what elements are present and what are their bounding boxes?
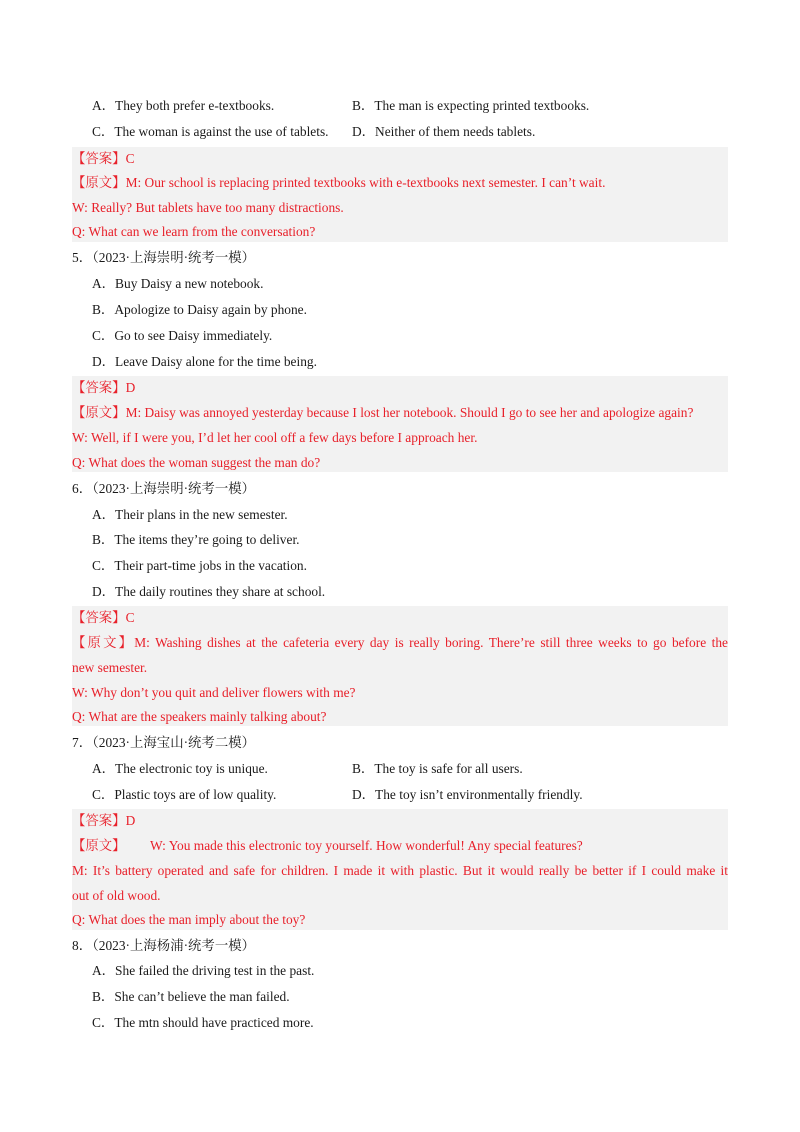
answer-value: D: [125, 380, 136, 395]
script-line: M: It’s battery operated and safe for children. I made it with plastic. But it would really be better if I could make it: [72, 863, 728, 878]
option-b: B．The man is expecting printed textbooks.: [352, 98, 590, 113]
answer-value: C: [125, 151, 135, 166]
script-line: W: Really? But tablets have too many distractions.: [72, 200, 344, 215]
answer-line: [72, 147, 135, 171]
script-tag: 【原文】: [72, 175, 126, 190]
answer-box: [72, 809, 728, 930]
script-line: Q: What are the speakers mainly talking about?: [72, 709, 327, 724]
option-a: A．Their plans in the new semester.: [92, 507, 288, 522]
script-tag: 【原文】: [72, 635, 135, 650]
script-line: W: You made this electronic toy yourself. How wonderful! Any special features?: [150, 838, 583, 853]
question-header: 6．（2023·上海崇明·统考一模）: [72, 481, 255, 496]
answer-box: [72, 606, 728, 726]
answer-line: [72, 376, 135, 400]
answer-box: [72, 376, 728, 472]
option-d: D．The daily routines they share at school.: [92, 584, 326, 599]
script-line: 【原文】M: Washing dishes at the cafeteria every day is really boring. There’re still three weeks to go before the: [72, 635, 729, 650]
script-line: 【原文】M: Our school is replacing printed textbooks with e-textbooks next semester. I can’t wait.: [72, 175, 606, 190]
question-header: 8．（2023·上海杨浦·统考一模）: [72, 938, 255, 953]
answer-tag: 【答案】: [72, 151, 126, 166]
answer-box: [72, 147, 728, 242]
answer-tag: 【答案】: [72, 813, 126, 828]
answer-line: [72, 809, 135, 833]
option-c: C．The woman is against the use of tablets.: [92, 124, 329, 139]
option-b: B．The items they’re going to deliver.: [92, 532, 300, 547]
answer-tag: 【答案】: [72, 380, 126, 395]
script-tag: 【原文】: [72, 838, 126, 853]
option-a: A．They both prefer e-textbooks.: [92, 98, 275, 113]
option-a: A．Buy Daisy a new notebook.: [92, 276, 264, 291]
script-line: Q: What can we learn from the conversation?: [72, 224, 316, 239]
script-tag: 【原文】: [72, 405, 126, 420]
option-d: D．The toy isn’t environmentally friendly.: [352, 787, 583, 802]
answer-tag: 【答案】: [72, 610, 126, 625]
option-c: C．Their part-time jobs in the vacation.: [92, 558, 307, 573]
option-c: C．The mtn should have practiced more.: [92, 1015, 314, 1030]
script-line: Q: What does the woman suggest the man do?: [72, 455, 321, 470]
script-line: 【原文】M: Daisy was annoyed yesterday because I lost her notebook. Should I go to see her and apologize again?: [72, 405, 694, 420]
answer-line: [72, 606, 135, 630]
script-line: new semester.: [72, 660, 148, 675]
option-d: D．Neither of them needs tablets.: [352, 124, 536, 139]
script-line: Q: What does the man imply about the toy?: [72, 912, 306, 927]
answer-value: C: [125, 610, 135, 625]
option-a: A．The electronic toy is unique.: [92, 761, 268, 776]
answer-value: D: [125, 813, 136, 828]
script-line: W: Well, if I were you, I’d let her cool off a few days before I approach her.: [72, 430, 478, 445]
option-a: A．She failed the driving test in the past.: [92, 963, 315, 978]
script-line: W: Why don’t you quit and deliver flowers with me?: [72, 685, 356, 700]
option-b: B．The toy is safe for all users.: [352, 761, 523, 776]
option-c: C．Go to see Daisy immediately.: [92, 328, 273, 343]
option-c: C．Plastic toys are of low quality.: [92, 787, 277, 802]
script-line: out of old wood.: [72, 888, 161, 903]
question-header: 7．（2023·上海宝山·统考二模）: [72, 735, 255, 750]
option-b: B．She can’t believe the man failed.: [92, 989, 290, 1004]
question-header: 5．（2023·上海崇明·统考一模）: [72, 250, 255, 265]
option-d: D．Leave Daisy alone for the time being.: [92, 354, 317, 369]
option-b: B．Apologize to Daisy again by phone.: [92, 302, 307, 317]
